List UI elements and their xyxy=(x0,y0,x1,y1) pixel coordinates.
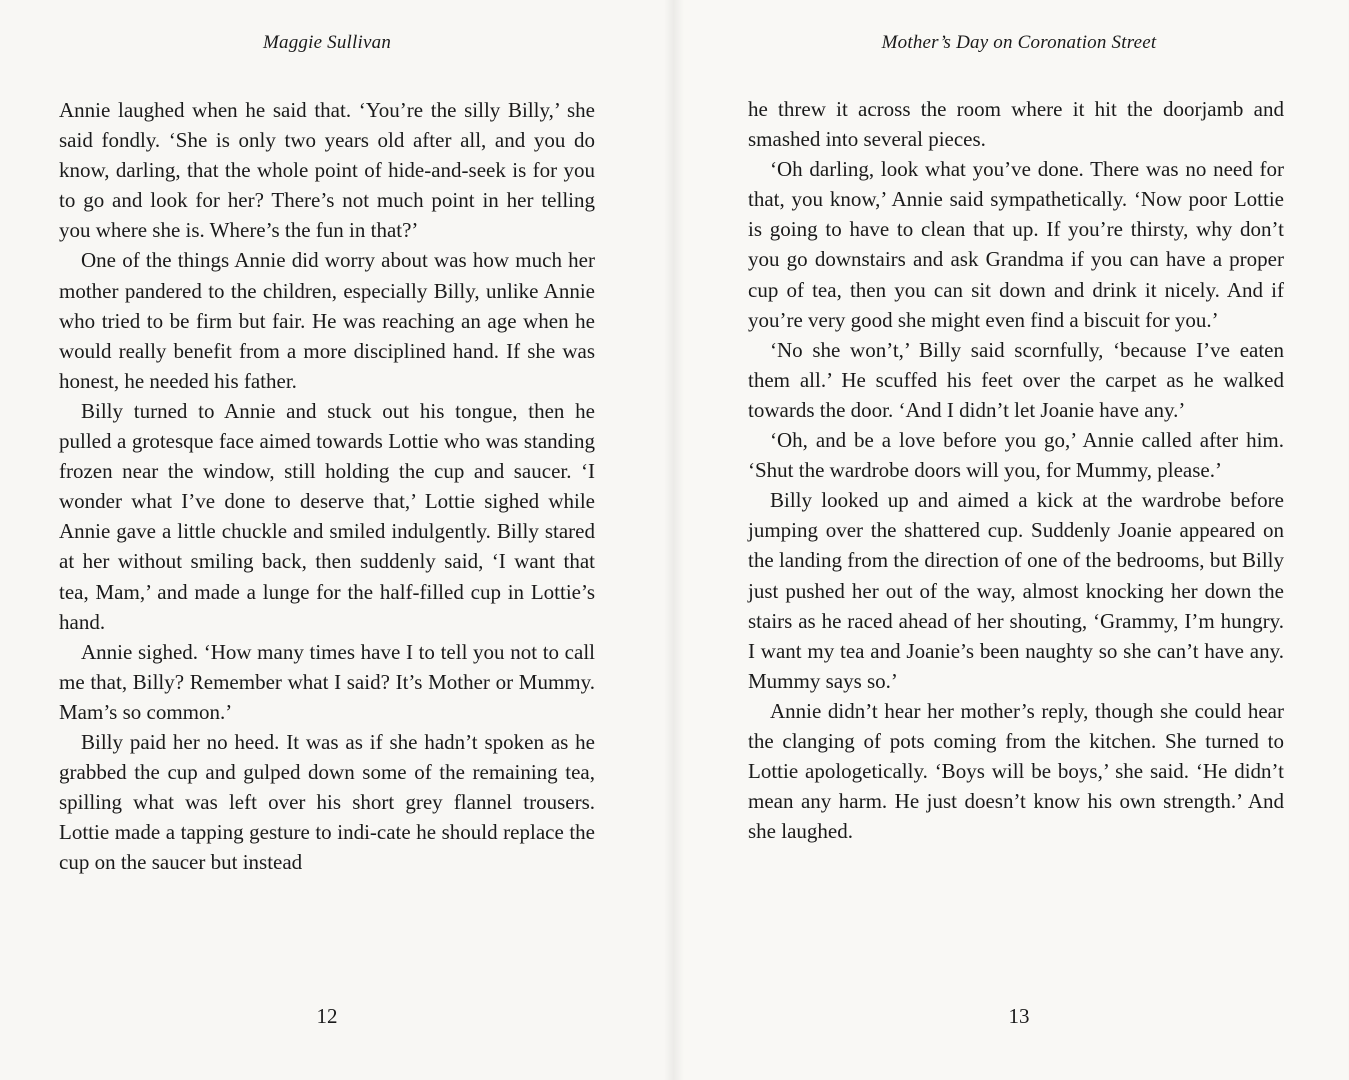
paragraph: ‘Oh darling, look what you’ve done. There was no need for that, you know,’ Annie said sympathetically. ‘Now poor Lottie is going to have to clean that up. If you’re thirsty, why don’t you go downstairs and ask Grandma if you can have a proper cup of tea, then you can sit down and drink it nicely. And if you’re very good she might even find a biscuit for you.’ xyxy=(748,157,1284,332)
left-page-number: 12 xyxy=(316,1004,338,1028)
paragraph: Billy looked up and aimed a kick at the wardrobe before jumping over the shattered cup. Suddenly Joanie appeared on the landing from the direction of one of the bedrooms, but Billy just pushed her out of the way, almost knocking her down the stairs as he raced ahead of her shouting, ‘Grammy, I’m hungry. I want my tea and Joanie’s been naughty so she can’t have any. Mummy says so.’ xyxy=(748,488,1284,693)
left-running-head xyxy=(0,32,654,54)
author-name: Maggie Sullivan xyxy=(262,32,392,53)
right-body-text xyxy=(748,94,1284,846)
paragraph: Annie laughed when he said that. ‘You’re the silly Billy,’ she said fondly. ‘She is only two years old after all, and you do know, darling, that the whole point of hide-and-seek is for you to go and look for her? There’s not much point in her telling you where she is. Where’s the fun in that?’ xyxy=(59,98,595,243)
paragraph: Billy paid her no heed. It was as if she hadn’t spoken as he grabbed the cup and gulped down some of the remaining tea, spilling what was left over his short grey flannel trousers. Lottie made a tapping gesture to indi-cate he should replace the cup on the saucer but instead xyxy=(59,729,595,875)
paragraph: Annie didn’t hear her mother’s reply, though she could hear the clanging of pots coming from the kitchen. She turned to Lottie apologetically. ‘Boys will be boys,’ she said. ‘He didn’t mean any harm. He just doesn’t know his own strength.’ And she laughed. xyxy=(748,698,1284,844)
paragraph: he threw it across the room where it hit the doorjamb and smashed into several pieces. xyxy=(748,97,1284,152)
left-page xyxy=(0,0,674,1080)
paragraph: Annie sighed. ‘How many times have I to tell you not to call me that, Billy? Remember what I said? It’s Mother or Mummy. Mam’s so common.’ xyxy=(59,639,595,724)
paragraph: ‘Oh, and be a love before you go,’ Annie called after him. ‘Shut the wardrobe doors will you, for Mummy, please.’ xyxy=(748,428,1284,483)
paragraph: One of the things Annie did worry about was how much her mother pandered to the children, especially Billy, unlike Annie who tried to be firm but fair. He was reaching an age when he would really benefit from a more disciplined hand. If she was honest, he needed his father. xyxy=(59,248,595,393)
paragraph: ‘No she won’t,’ Billy said scornfully, ‘because I’ve eaten them all.’ He scuffed his feet over the carpet as he walked towards the door. ‘And I didn’t let Joanie have any.’ xyxy=(748,337,1284,422)
left-body-text xyxy=(59,95,595,877)
book-title: Mother’s Day on Coronation Street xyxy=(881,32,1157,53)
right-page xyxy=(674,0,1348,1080)
paragraph: Billy turned to Annie and stuck out his tongue, then he pulled a grotesque face aimed towards Lottie who was standing frozen near the window, still holding the cup and saucer. ‘I wonder what I’ve done to deserve that,’ Lottie sighed while Annie gave a little chuckle and smiled indulgently. Billy stared at her without smiling back, then suddenly said, ‘I want that tea, Mam,’ and made a lunge for the half-filled cup in Lottie’s hand. xyxy=(59,398,595,634)
right-running-head xyxy=(674,32,1349,54)
right-page-number: 13 xyxy=(1008,1004,1030,1028)
